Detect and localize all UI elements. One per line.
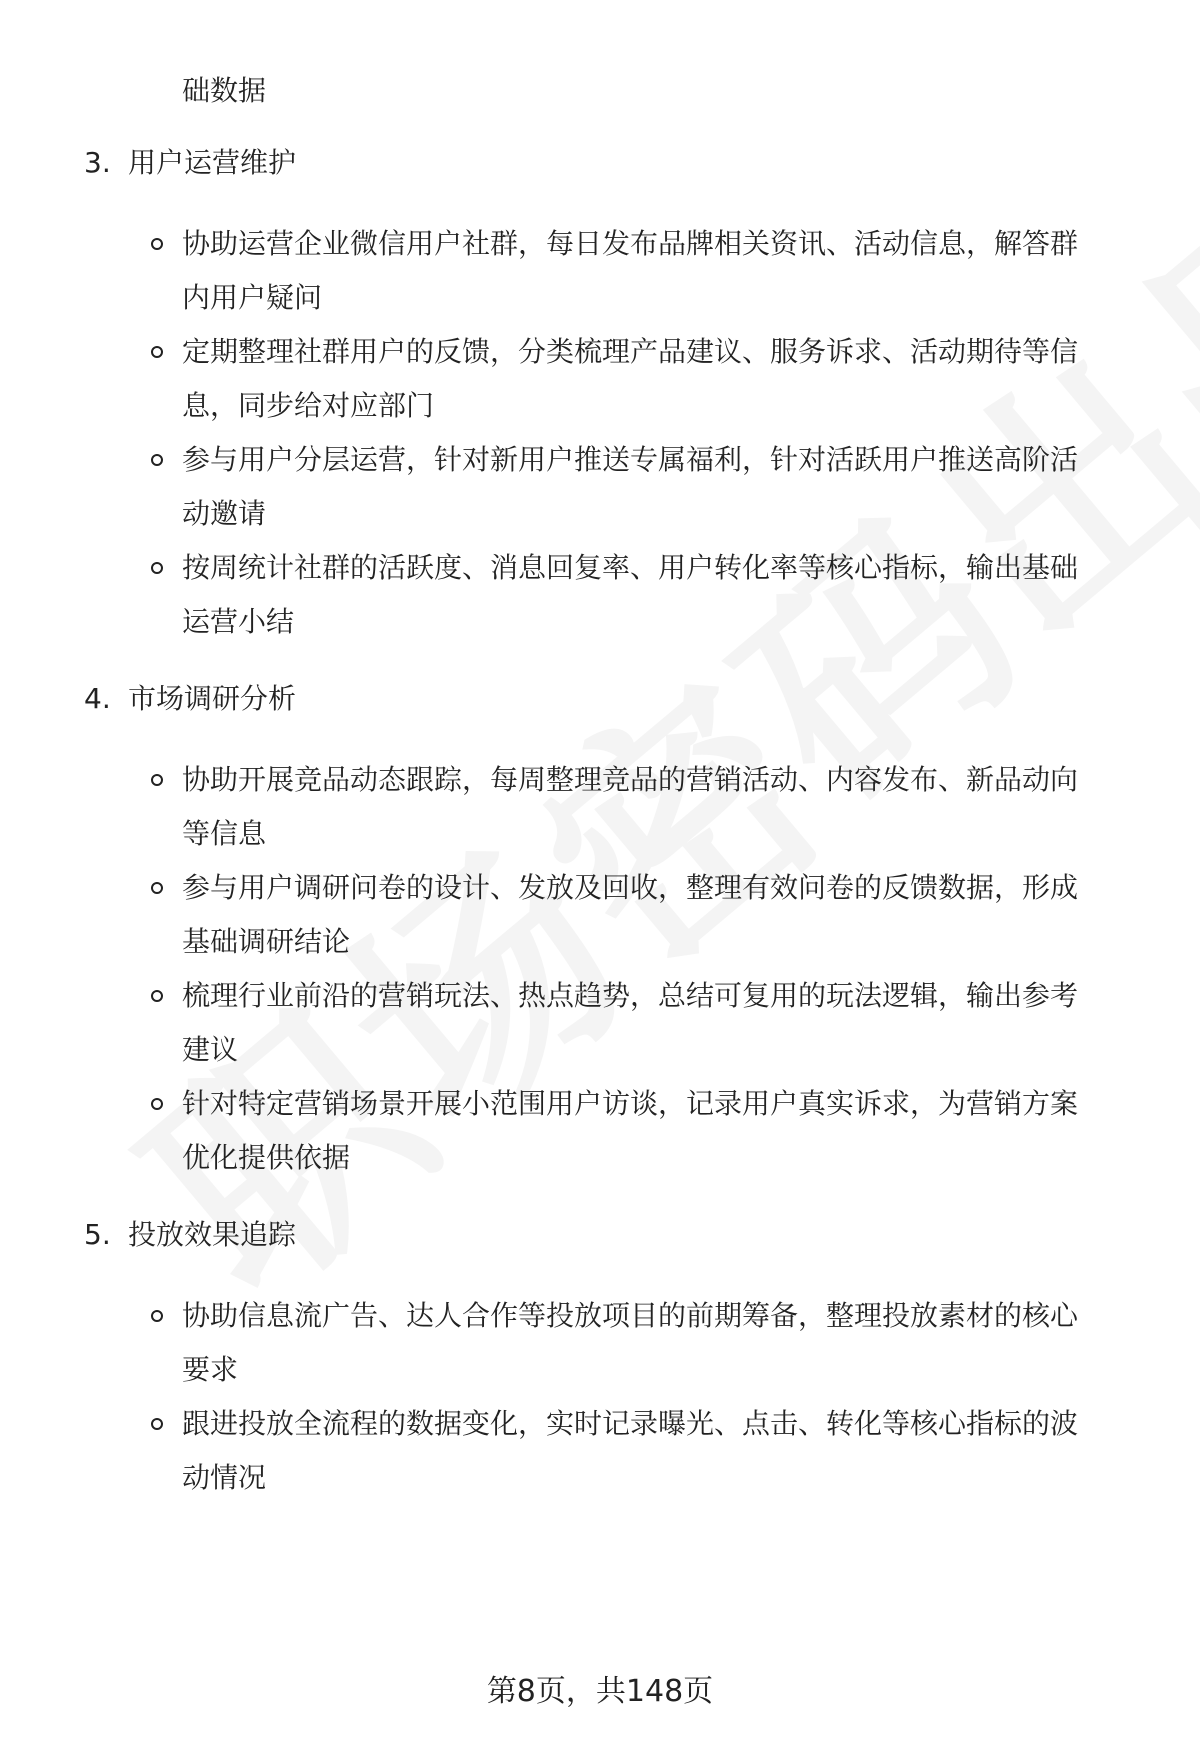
list-item-line: 等信息 xyxy=(182,817,267,850)
bullet-icon xyxy=(151,1310,163,1322)
bullet-icon xyxy=(151,238,163,250)
list-item-line: 针对特定营销场景开展小范围用户访谈，记录用户真实诉求，为营销方案 xyxy=(182,1087,1079,1120)
bullet-icon xyxy=(151,990,163,1002)
continuation-text: 础数据 xyxy=(182,74,267,107)
list-item-line: 建议 xyxy=(182,1033,239,1066)
bullet-icon xyxy=(151,346,163,358)
list-item-line: 运营小结 xyxy=(182,605,295,638)
list-item-line: 动情况 xyxy=(182,1461,267,1494)
section-number: 4. xyxy=(84,682,111,715)
list-item-line: 优化提供依据 xyxy=(182,1141,351,1174)
section-title: 用户运营维护 xyxy=(128,146,297,179)
list-item-line: 要求 xyxy=(182,1353,239,1386)
list-item-line: 按周统计社群的活跃度、消息回复率、用户转化率等核心指标，输出基础 xyxy=(182,551,1079,584)
list-item-line: 协助信息流广告、达人合作等投放项目的前期筹备，整理投放素材的核心 xyxy=(182,1299,1079,1332)
list-item-line: 定期整理社群用户的反馈，分类梳理产品建议、服务诉求、活动期待等信 xyxy=(182,335,1079,368)
list-item-line: 协助运营企业微信用户社群，每日发布品牌相关资讯、活动信息，解答群 xyxy=(182,227,1079,260)
list-item-line: 参与用户分层运营，针对新用户推送专属福利，针对活跃用户推送高阶活 xyxy=(182,443,1079,476)
section-heading-5 xyxy=(84,1215,296,1255)
list-item-line: 协助开展竞品动态跟踪，每周整理竞品的营销活动、内容发布、新品动向 xyxy=(182,763,1079,796)
section-heading-4 xyxy=(84,679,296,719)
bullet-icon xyxy=(151,1418,163,1430)
bullet-icon xyxy=(151,774,163,786)
section-title: 市场调研分析 xyxy=(128,682,297,715)
list-item-line: 内用户疑问 xyxy=(182,281,323,314)
bullet-icon xyxy=(151,1098,163,1110)
section-number: 5. xyxy=(84,1218,111,1251)
page-number-footer: 第8页，共148页 xyxy=(486,1674,714,1709)
list-item-line: 梳理行业前沿的营销玩法、热点趋势，总结可复用的玩法逻辑，输出参考 xyxy=(182,979,1079,1012)
bullet-icon xyxy=(151,562,163,574)
list-item-line: 参与用户调研问卷的设计、发放及回收，整理有效问卷的反馈数据，形成 xyxy=(182,871,1079,904)
section-title: 投放效果追踪 xyxy=(128,1218,297,1251)
bullet-icon xyxy=(151,882,163,894)
list-item-line: 基础调研结论 xyxy=(182,925,351,958)
list-item-line: 动邀请 xyxy=(182,497,267,530)
list-item-line: 息，同步给对应部门 xyxy=(182,389,435,422)
list-item-line: 跟进投放全流程的数据变化，实时记录曝光、点击、转化等核心指标的波 xyxy=(182,1407,1079,1440)
bullet-icon xyxy=(151,454,163,466)
section-heading-3 xyxy=(84,143,296,183)
section-number: 3. xyxy=(84,146,111,179)
